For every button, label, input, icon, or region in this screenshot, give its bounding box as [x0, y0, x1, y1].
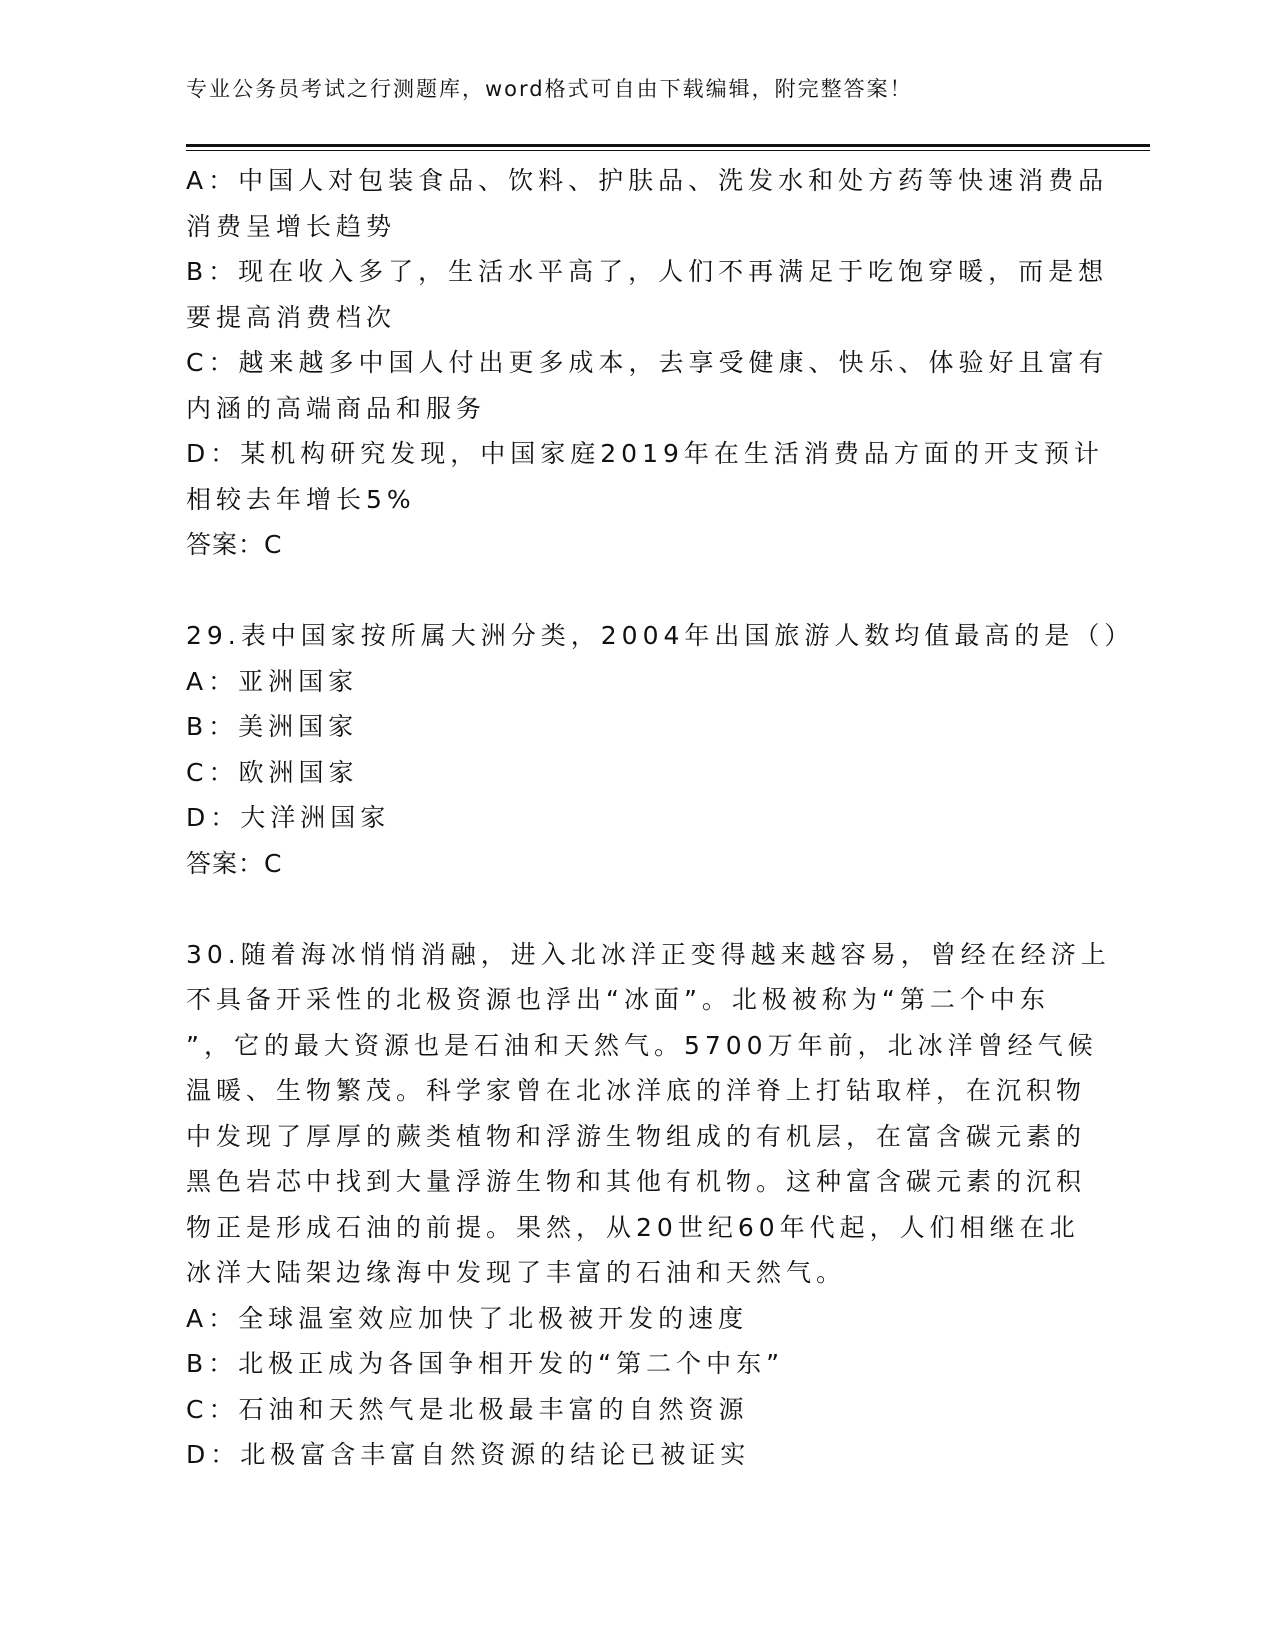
option-b: B：北极正成为各国争相开发的“第二个中东”: [186, 1349, 785, 1378]
question-stem-line: 黑色岩芯中找到大量浮游生物和其他有机物。这种富含碳元素的沉积: [186, 1167, 1087, 1196]
question-stem: 29.表中国家按所属大洲分类，2004年出国旅游人数均值最高的是（）: [186, 621, 1135, 650]
page-header: 专业公务员考试之行测题库，word格式可自由下载编辑，附完整答案！: [186, 77, 913, 101]
question-stem-line: 温暖、生物繁茂。科学家曾在北冰洋底的洋脊上打钻取样，在沉积物: [186, 1076, 1087, 1105]
option-line: C：越来越多中国人付出更多成本，去享受健康、快乐、体验好且富有: [186, 348, 1109, 377]
question-stem-line: 物正是形成石油的前提。果然，从20世纪60年代起，人们相继在北: [186, 1212, 1080, 1242]
answer-text: 答案：C: [186, 530, 283, 559]
spacer: [186, 886, 1086, 932]
question-content: [186, 158, 1135, 1478]
question-stem-line: 不具备开采性的北极资源也浮出“冰面”。北极被称为“第二个中东: [186, 985, 1050, 1014]
option-b: B：美洲国家: [186, 712, 359, 741]
question-stem-line: 30.随着海冰悄悄消融，进入北冰洋正变得越来越容易，曾经在经济上: [186, 939, 1111, 969]
header-rule-thin: [186, 150, 1150, 151]
option-line: D：某机构研究发现，中国家庭2019年在生活消费品方面的开支预计: [186, 439, 1104, 468]
option-d: D：大洋洲国家: [186, 803, 391, 832]
spacer: [186, 568, 1086, 614]
option-a: A：亚洲国家: [186, 666, 359, 696]
option-d: D：北极富含丰富自然资源的结论已被证实: [186, 1440, 751, 1469]
question-28-options: [186, 158, 1109, 568]
option-c: C：石油和天然气是北极最丰富的自然资源: [186, 1394, 749, 1424]
header-rule-thick: [186, 144, 1150, 147]
option-line: 消费呈增长趋势: [186, 211, 397, 241]
question-30: [186, 932, 1111, 1478]
option-c: C：欧洲国家: [186, 757, 359, 787]
question-stem-line: ”，它的最大资源也是石油和天然气。5700万年前，北冰洋曾经气候: [186, 1030, 1098, 1060]
option-line: 要提高消费档次: [186, 302, 397, 332]
answer-text: 答案：C: [186, 848, 283, 878]
question-stem-line: 冰洋大陆架边缘海中发现了丰富的石油和天然气。: [186, 1258, 847, 1287]
question-29: [186, 613, 1135, 886]
option-line: 内涵的高端商品和服务: [186, 393, 487, 423]
option-a: A：全球温室效应加快了北极被开发的速度: [186, 1303, 749, 1333]
question-stem-line: 中发现了厚厚的蕨类植物和浮游生物组成的有机层，在富含碳元素的: [186, 1121, 1087, 1151]
option-line: B：现在收入多了，生活水平高了，人们不再满足于吃饱穿暖，而是想: [186, 257, 1109, 286]
option-line: 相较去年增长5%: [186, 484, 416, 514]
option-line: A：中国人对包装食品、饮料、护肤品、洗发水和处方药等快速消费品: [186, 166, 1109, 195]
